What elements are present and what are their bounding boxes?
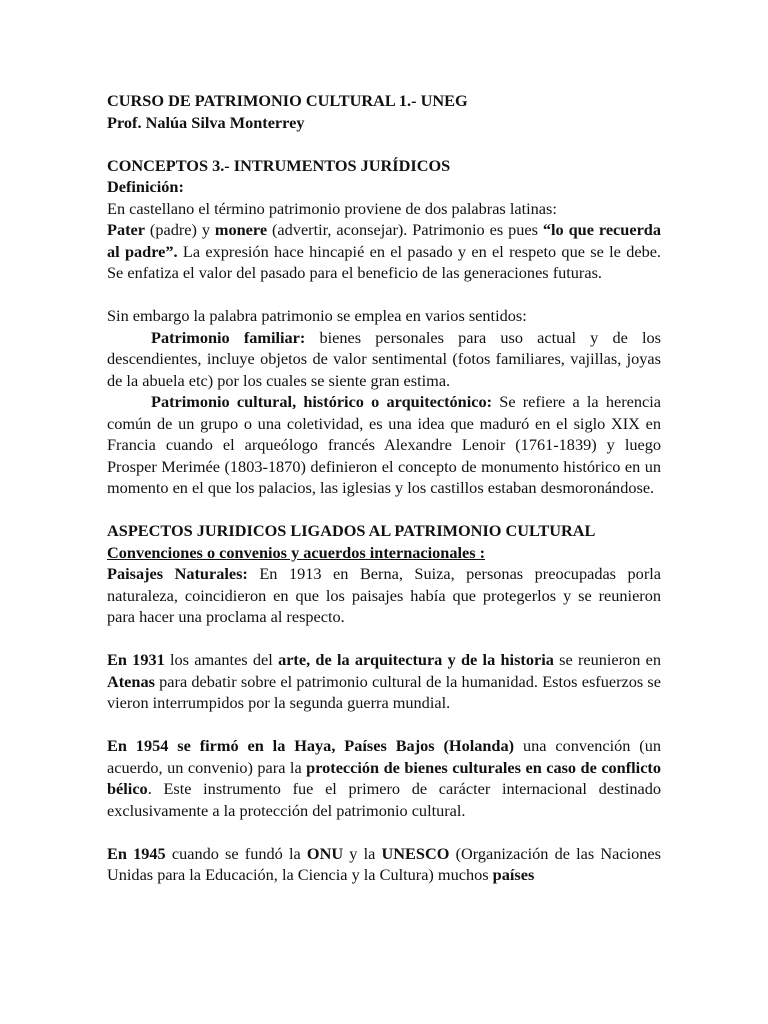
text-run: (padre) y xyxy=(144,220,215,239)
text-run: cuando se fundó la xyxy=(165,843,307,863)
label-patrimonio-familiar: Patrimonio familiar: xyxy=(151,327,306,347)
label-paisajes-naturales: Paisajes Naturales: xyxy=(107,564,248,583)
definicion-label: Definición: xyxy=(107,177,184,196)
paragraph-patrimonio-familiar xyxy=(107,327,661,392)
bold-run: ONU xyxy=(306,843,344,863)
text-run: para debatir sobre el patrimonio cultural de la humanidad. Estos esfuerzos se vieron interrumpidos por la segunda guerra mundial. xyxy=(107,671,661,712)
bold-run: En 1954 se firmó en la Haya, Países Bajos (Holanda) xyxy=(107,736,515,755)
term-pater: Pater xyxy=(107,220,145,239)
paragraph-patrimonio-cultural xyxy=(107,391,661,499)
text-run: se reunieron en xyxy=(553,650,661,669)
text-run: En 1913 en Berna, Suiza, personas preocupadas porla naturaleza, coincidieron en que los paisajes había que protegerlos y se reunieron para hacer una proclama al respecto. xyxy=(107,564,661,626)
paragraph-paisajes xyxy=(107,563,661,628)
text-run: La expresión hace hincapié en el pasado y en el respeto que se le debe. Se enfatiza el valor del pasado para el beneficio de las generaciones futuras. xyxy=(107,241,662,282)
paragraph-1945 xyxy=(107,843,661,886)
quote-lo-que-recuerda: “lo que recuerda al padre”. xyxy=(107,220,661,261)
section-title-aspectos-juridicos: ASPECTOS JURIDICOS LIGADOS AL PATRIMONIO CULTURAL xyxy=(107,521,596,540)
bold-run: protección de bienes culturales en caso de conflicto bélico xyxy=(107,757,661,798)
bold-run: UNESCO xyxy=(381,843,450,863)
bold-run: En 1945 xyxy=(107,843,166,863)
term-monere: monere xyxy=(214,220,268,239)
section-subtitle-convenciones: Convenciones o convenios y acuerdos internacionales : xyxy=(107,542,486,562)
text-run: Se refiere a la herencia común de un grupo o una coletividad, es una idea que maduró en el siglo XIX en Francia cuando el arqueólogo francés Alexandre Lenoir (1761-1839) y luego Prosper Merimée (1803-1870) definieron el concepto de monumento histórico en un momento en el que los palacios, las iglesias y los castillos estaban desmoronándose. xyxy=(107,392,661,497)
bold-run: En 1931 xyxy=(107,650,165,669)
paragraph-1931 xyxy=(107,649,661,714)
bold-run: arte, de la arquitectura y de la historia xyxy=(278,650,554,669)
text-run: . Este instrumento fue el primero de carácter internacional destinado exclusivamente a la protección del patrimonio cultural. xyxy=(107,779,661,820)
professor-name: Prof. Nalúa Silva Monterrey xyxy=(107,112,305,132)
bold-run: Atenas xyxy=(107,671,155,691)
text-run: (advertir, aconsejar). Patrimonio es pues xyxy=(267,220,543,239)
text-run: bienes personales para uso actual y de los descendientes, incluye objetos de valor sentimental (fotos familiares, vajillas, joyas de la abuela etc) por los cuales se siente gran estima. xyxy=(107,327,662,390)
text-run: (Organización de las Naciones Unidas para la Educación, la Ciencia y la Cultura) muchos xyxy=(107,843,661,884)
document-content xyxy=(107,90,661,886)
paragraph-sentidos: Sin embargo la palabra patrimonio se emplea en varios sentidos: xyxy=(107,306,527,325)
paragraph-pater xyxy=(107,219,661,284)
text-run: y la xyxy=(343,843,382,863)
bold-run: países xyxy=(492,865,535,884)
label-patrimonio-cultural: Patrimonio cultural, histórico o arquitectónico: xyxy=(151,392,493,411)
text-run: una convención (un acuerdo, un convenio) para la xyxy=(107,736,661,777)
section-title-conceptos: CONCEPTOS 3.- INTRUMENTOS JURÍDICOS xyxy=(107,155,451,175)
course-title: CURSO DE PATRIMONIO CULTURAL 1.- UNEG xyxy=(107,91,468,110)
paragraph-intro: En castellano el término patrimonio proviene de dos palabras latinas: xyxy=(107,198,557,218)
paragraph-1954 xyxy=(107,735,661,821)
text-run: los amantes del xyxy=(164,650,279,669)
